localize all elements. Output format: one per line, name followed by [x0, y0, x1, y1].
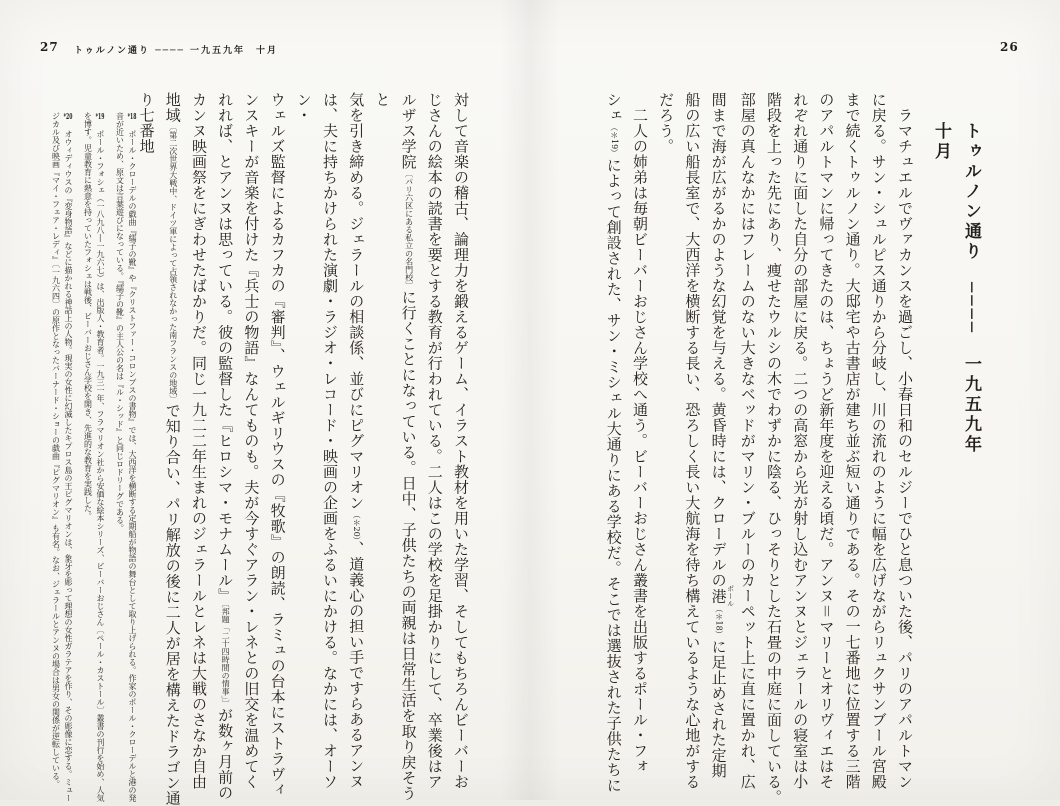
page-26-body	[604, 92, 918, 806]
running-title: トゥルノン通り ──── 一九五九年 十月	[74, 46, 278, 56]
column-text: 地域	[163, 92, 182, 123]
column-text: ルザス学院	[399, 92, 418, 170]
text-column: れぞれ通りに面した自分の部屋に戻る。二つの高窓から光が射し込むアンヌとジェラールの寝室は小	[791, 92, 810, 790]
column-text: で知り合い、パリ解放の後に二人が居を構えたドラゴン通り七番地	[137, 92, 182, 806]
text-column: カンヌ映画祭をにぎわせたばかりだ。同じ一九二二年生まれのジェラールとレネは大戦のさなか自由	[189, 92, 208, 790]
ruby-port: 港 ポール	[709, 585, 735, 608]
column-text: 気を引き締める。ジェラールの相談係、並びにピグマリオン	[347, 92, 366, 511]
column-text: に行くことになっている。日中、子供たちの両親は日常生活を取り戻そうと	[373, 92, 418, 801]
text-column	[212, 92, 238, 806]
column-text: シェ	[604, 92, 623, 123]
text-column: 部屋の真んなかにはフレームのない大きなベッドがマリン・ブルーのカーペット上に直に置かれ、広	[738, 92, 757, 790]
footnote-20	[50, 112, 74, 802]
page-gutter	[500, 0, 560, 800]
text-column: まで続くトゥルノン通り。大邸宅や古書店が建ち並ぶ短い通りである。その一七番地に位置する三階	[843, 92, 862, 790]
text-column: に戻る。サン・シュルピス通りから分岐し、川の流れのように幅を広げながらリュクサンブール宮殿	[869, 92, 888, 790]
footnote-18	[114, 112, 138, 802]
text-column: 階段を上った先にあり、痩せたウルシの木でわずかに陰る、ひっそりとした石畳の中庭に面している。	[764, 92, 783, 805]
column-text: 間まで海が広がるかのような幻覚を与える。黄昏時には、クローデルの	[709, 92, 728, 588]
chapter-title: トゥルノン通り ──── 一九五九年 十月	[931, 122, 981, 475]
text-column: ラマチュエルでヴァカンスを過ごし、小春日和のセルジーでひと息ついた後、パリのアパルトマン	[896, 92, 914, 790]
footnote-text: オウィディウスの『変身物語』などに描かれる神話上の人物。現実の女性に幻滅したキプロス島の王ピグマリオンは、象牙を彫って理想の女性ガラテアを作り、その彫像に恋する。ミュージカル及び映画『マイ・フェア・レディ』〔一九六四〕の原作となったバーナード・ショーの戯曲『ピグマリオン』も有名。なお、ジェラールとアンヌの場合は男女の関係が逆転している。	[51, 112, 73, 802]
text-column	[601, 92, 627, 806]
warichu-gloss: 〔パリ六区にある私立の名門校〕	[404, 169, 414, 290]
footnote-text: ポール・クローデルの戯曲『繻子の靴』や『クリストファー・コロンブスの書物』では、大西洋を横断する定期船が物語の舞台として取り上げられる。作家のポール・クローデルと港の発音が近いため、原文は言葉遊びになっている。『繻子の靴』の主人公の名は『ル・シッド』と同じロドリーグである。	[115, 112, 137, 802]
text-column: ウェルズ監督によるカフカの『審判』、ウェルギリウスの『牧歌』の朗読、ラミュの台本にストラヴィ	[268, 92, 287, 798]
text-column: 対して音楽の稽古、論理力を鍛えるゲーム、イラスト教材を用いた学習、そしてもちろんビーバーお	[452, 92, 470, 790]
text-column: 船の広い船長室で、大西洋を横断する長い、恐ろしく長い大航海を待ち構えているような心地がする	[683, 92, 702, 790]
column-text: に足止めされた定期	[709, 638, 728, 779]
text-column: じさんの絵本の読書を要とする教育が行われている。二人はこの学校を足掛かりにして、卒業後はア	[425, 92, 444, 790]
column-text: が数ヶ月前の	[216, 707, 235, 801]
warichu-gloss: 〔邦題「二十四時間の情事」〕	[221, 603, 231, 708]
footnote-ref-19: （＊19）	[609, 123, 619, 158]
footnote-text: ポール・フォシェ（一八九八―一九六七）は、出版人・教育者。一九三一年、フラマリオン社から安価な絵本シリーズ、ビーバーおじさん〔ペール・カストール〕叢書の刊行を始め、人気を博す。児童教育に熱意を持っていたフォシェは戦後、ビーバーおじさん学校を開き、先進的な教育を実践した。	[83, 112, 105, 802]
page-27-body	[137, 92, 474, 806]
footnote-label: *19	[95, 112, 105, 120]
footnote-ref-20: （＊20）	[352, 510, 362, 541]
text-column	[705, 92, 734, 806]
footnote-label: *20	[63, 112, 73, 120]
text-column: 二人の姉弟は毎朝ビーバーおじさん学校へ通う。ビーバーおじさん叢書を出版するポール・フォ	[630, 92, 649, 774]
footnote-label: *18	[127, 112, 137, 120]
text-column: ンスキーが音楽を付けた『兵士の物語』なんてものも。夫が今すぐアラン・レネとの旧交を温めてく	[242, 92, 261, 790]
footnotes-block	[26, 112, 138, 802]
page-number-left: 27	[40, 40, 59, 54]
text-column: は、夫に持ちかけられた演劇・ラジオ・レコード・映画の企画をふるいにかける。なかには、オーソン・	[294, 92, 339, 790]
column-text: によって創設された、サン・ミシェル大通りにある学校だ。そこでは選抜された子供たちに	[604, 157, 623, 793]
footnote-19	[82, 112, 106, 802]
text-column: だろう。	[657, 92, 676, 154]
text-column	[133, 92, 185, 806]
column-text: 、道義心の担い手ですらあるアンヌ	[347, 540, 366, 789]
text-column	[343, 92, 369, 806]
text-column	[369, 92, 421, 806]
page-number-right: 26	[1000, 40, 1019, 54]
footnote-ref-18: （＊18）	[714, 604, 724, 639]
column-text: れれば、とアンヌは思っている。彼の監督した『ヒロシマ・モナムール』	[216, 92, 235, 604]
text-column: のアパルトマンに帰ってきたのは、ちょうど新年度を迎える頃だ。アンヌ＝マリーとオリヴィエはそ	[817, 92, 836, 790]
warichu-gloss: 〔第二次世界大戦中、ドイツ軍によって占領されなかった南フランスの地域〕	[168, 123, 178, 403]
